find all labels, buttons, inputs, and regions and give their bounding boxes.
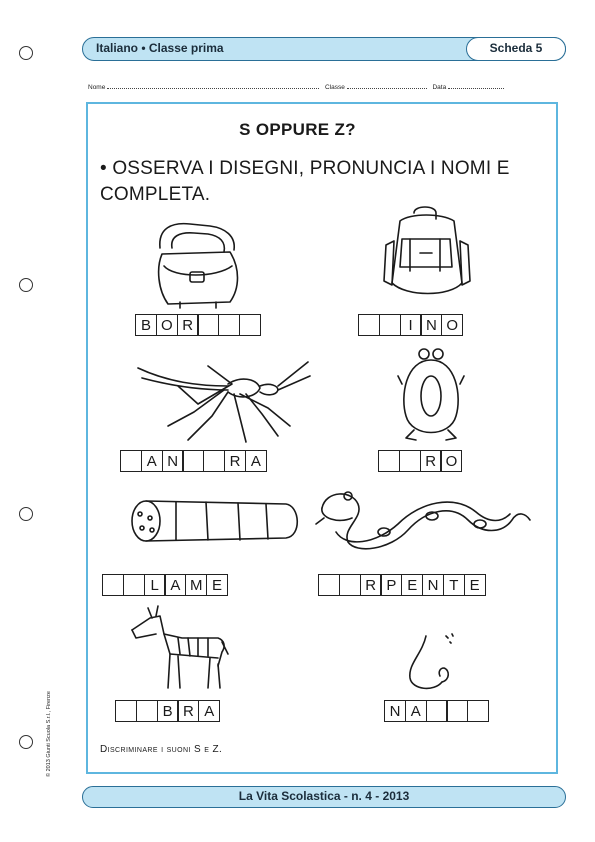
letter-box[interactable]: E: [464, 574, 486, 596]
salami-icon: [126, 496, 304, 546]
name-label: Nome: [88, 84, 106, 91]
mosquito-icon: [128, 356, 314, 446]
letter-box[interactable]: [218, 314, 240, 336]
letter-box[interactable]: [182, 450, 204, 472]
letter-box[interactable]: B: [135, 314, 157, 336]
letter-box[interactable]: [446, 700, 468, 722]
word-boxes-mosquito: [120, 450, 267, 472]
letter-box[interactable]: R: [420, 450, 442, 472]
letter-box[interactable]: [102, 574, 124, 596]
date-field[interactable]: [448, 82, 504, 89]
class-field[interactable]: [347, 82, 427, 89]
sheet-number: Scheda 5: [466, 37, 566, 61]
letter-box[interactable]: [136, 700, 158, 722]
letter-box[interactable]: M: [185, 574, 207, 596]
word-boxes-salami: [102, 574, 228, 596]
snake-icon: [312, 484, 542, 556]
letter-box[interactable]: [358, 314, 380, 336]
letter-box[interactable]: O: [156, 314, 178, 336]
exercise-instruction: • OSSERVA I DISEGNI, PRONUNCIA I NOMI E COMPLETA.: [100, 158, 510, 205]
word-boxes-zero: [378, 450, 462, 472]
letter-box[interactable]: A: [198, 700, 220, 722]
binder-hole: [19, 735, 33, 749]
letter-box[interactable]: N: [384, 700, 406, 722]
header-subject: Italiano • Classe prima: [96, 41, 224, 55]
letter-box[interactable]: A: [405, 700, 427, 722]
letter-box[interactable]: A: [245, 450, 267, 472]
zebra-icon: [126, 604, 230, 694]
letter-box[interactable]: [239, 314, 261, 336]
backpack-icon: [380, 205, 475, 305]
word-boxes-snake: [318, 574, 486, 596]
teacher-note: Discriminare i suoni S e Z.: [100, 744, 223, 755]
letter-box[interactable]: R: [177, 700, 199, 722]
footer-bar: La Vita Scolastica - n. 4 - 2013: [82, 786, 566, 808]
zero-icon: [398, 346, 464, 444]
student-fields: [88, 82, 504, 91]
class-label: Classe: [324, 84, 345, 91]
word-boxes-bag: [135, 314, 261, 336]
copyright-notice: © 2013 Giunti Scuola S.r.l., Firenze: [46, 691, 52, 777]
letter-box[interactable]: R: [360, 574, 382, 596]
word-boxes-zebra: [115, 700, 220, 722]
letter-box[interactable]: R: [177, 314, 199, 336]
nose-icon: [400, 630, 460, 694]
letter-box[interactable]: E: [401, 574, 423, 596]
binder-hole: [19, 507, 33, 521]
bag-icon: [150, 218, 246, 310]
exercise-title: S OPPURE Z?: [239, 120, 356, 139]
letter-box[interactable]: [318, 574, 340, 596]
letter-box[interactable]: O: [440, 450, 462, 472]
letter-box[interactable]: L: [144, 574, 166, 596]
letter-box[interactable]: [426, 700, 448, 722]
letter-box[interactable]: A: [141, 450, 163, 472]
letter-box[interactable]: [115, 700, 137, 722]
letter-box[interactable]: N: [420, 314, 442, 336]
letter-box[interactable]: I: [400, 314, 422, 336]
name-field[interactable]: [107, 82, 319, 89]
binder-hole: [19, 46, 33, 60]
word-boxes-backpack: [358, 314, 463, 336]
letter-box[interactable]: [123, 574, 145, 596]
letter-box[interactable]: E: [206, 574, 228, 596]
letter-box[interactable]: O: [441, 314, 463, 336]
letter-box[interactable]: [467, 700, 489, 722]
letter-box[interactable]: P: [380, 574, 402, 596]
letter-box[interactable]: [399, 450, 421, 472]
letter-box[interactable]: A: [164, 574, 186, 596]
letter-box[interactable]: [339, 574, 361, 596]
letter-box[interactable]: [378, 450, 400, 472]
letter-box[interactable]: [197, 314, 219, 336]
letter-box[interactable]: [120, 450, 142, 472]
letter-box[interactable]: [379, 314, 401, 336]
letter-box[interactable]: T: [443, 574, 465, 596]
letter-box[interactable]: [203, 450, 225, 472]
letter-box[interactable]: R: [224, 450, 246, 472]
date-label: Data: [432, 84, 447, 91]
letter-box[interactable]: N: [162, 450, 184, 472]
letter-box[interactable]: B: [157, 700, 179, 722]
letter-box[interactable]: N: [422, 574, 444, 596]
binder-hole: [19, 278, 33, 292]
word-boxes-nose: [384, 700, 489, 722]
